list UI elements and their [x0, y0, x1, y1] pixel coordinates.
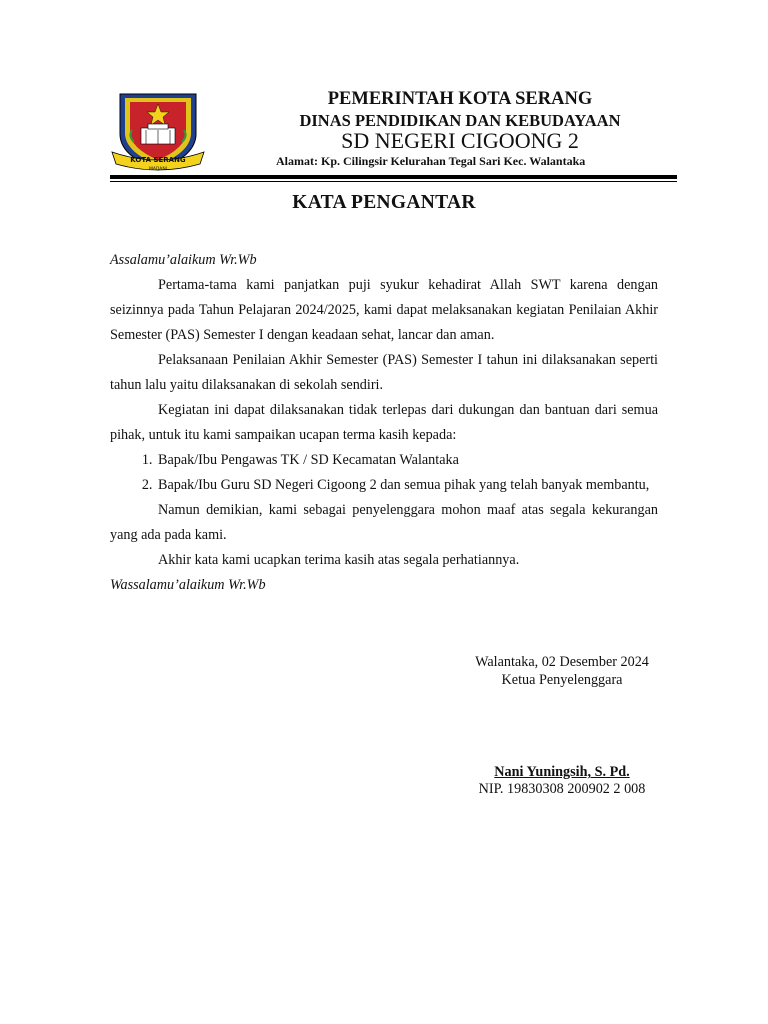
signature-nip: NIP. 19830308 200902 2 008 [478, 781, 646, 797]
document-title: KATA PENGANTAR [292, 192, 476, 213]
paragraph-3: Kegiatan ini dapat dilaksanakan tidak terlepas dari dukungan dan bantuan dari semua pihak, untuk itu kami sampaikan ucapan terma kasih kepada: [110, 402, 658, 443]
signature-role: Ketua Penyelenggara [501, 672, 623, 688]
closing: Wassalamu’alaikum Wr.Wb [110, 577, 266, 593]
header-line-government: PEMERINTAH KOTA SERANG [327, 89, 593, 109]
paragraph-2: Pelaksanaan Penilaian Akhir Semester (PAS) Semester I tahun ini dilaksanakan seperti tahun lalu yaitu dilaksanakan di sekolah sendiri. [110, 352, 658, 393]
svg-text:KOTA SERANG: KOTA SERANG [130, 156, 186, 164]
signature-name: Nani Yuningsih, S. Pd. [494, 764, 630, 780]
document-body [110, 248, 658, 598]
thanks-list [110, 448, 658, 498]
list-item: 2. Bapak/Ibu Guru SD Negeri Cigoong 2 dan semua pihak yang telah banyak membantu, [156, 473, 658, 498]
paragraph-1: Pertama-tama kami panjatkan puji syukur kehadirat Allah SWT karena dengan seizinnya pada Tahun Pelajaran 2024/2025, kami dapat melaksanakan kegiatan Penilaian Akhir Semester (PAS) Semester I dengan keadaan sehat, lancar dan aman. [110, 277, 658, 343]
svg-text:MADANI: MADANI [148, 167, 168, 172]
letterhead-rule-thin [110, 181, 677, 182]
header-line-school: SD NEGERI CIGOONG 2 [341, 128, 579, 153]
signature-place-date: Walantaka, 02 Desember 2024 [475, 654, 649, 670]
list-item: 1. Bapak/Ibu Pengawas TK / SD Kecamatan Walantaka [156, 448, 658, 473]
letterhead-rule-thick [110, 175, 677, 179]
greeting: Assalamu’alaikum Wr.Wb [110, 252, 257, 268]
paragraph-5: Akhir kata kami ucapkan terima kasih atas segala perhatiannya. [158, 552, 520, 568]
paragraph-4: Namun demikian, kami sebagai penyelenggara mohon maaf atas segala kekurangan yang ada pada kami. [110, 502, 658, 543]
header-line-department: DINAS PENDIDIKAN DAN KEBUDAYAAN [299, 111, 621, 130]
kota-serang-logo [108, 86, 208, 174]
header-address: Alamat: Kp. Cilingsir Kelurahan Tegal Sari Kec. Walantaka [276, 154, 586, 168]
